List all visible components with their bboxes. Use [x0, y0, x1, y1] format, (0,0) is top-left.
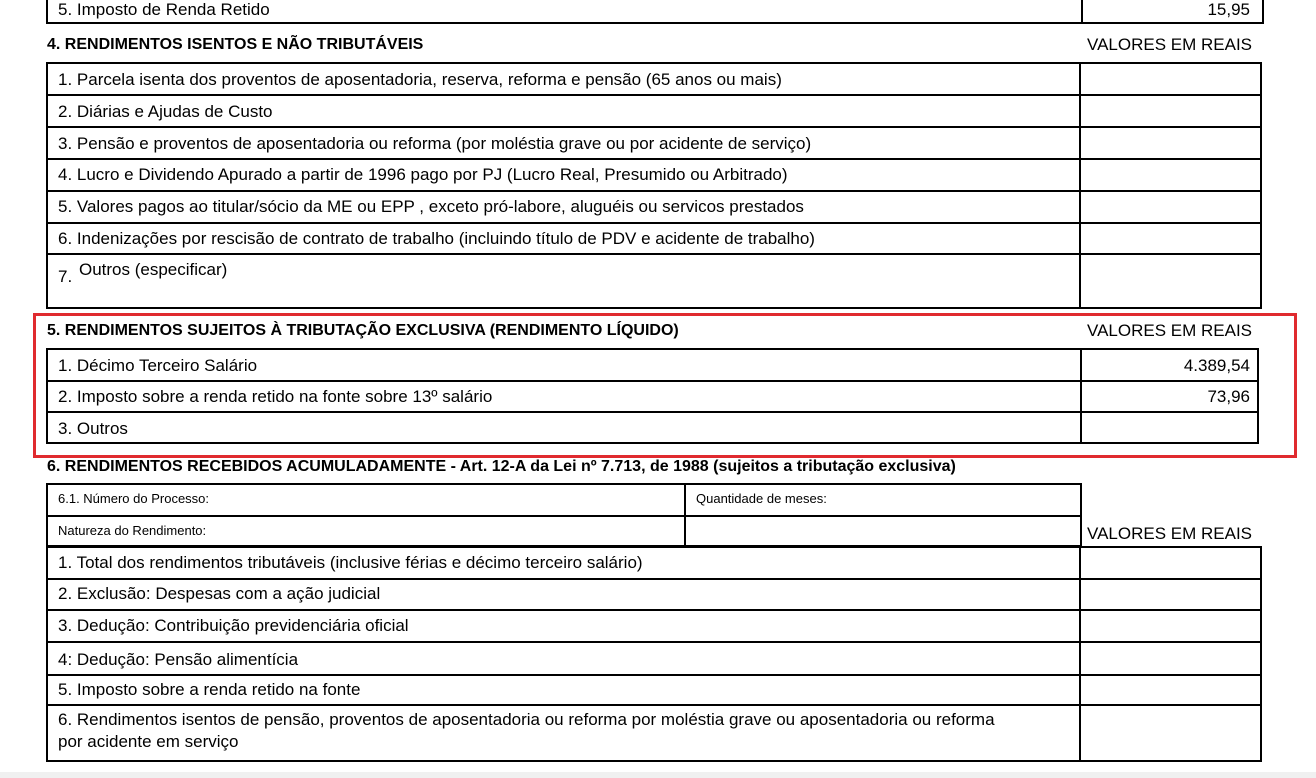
section6-process-row-divider [46, 515, 1082, 517]
section4-row-divider [46, 126, 1262, 128]
table-row-label: 3. Outros [58, 419, 128, 438]
table-row-label: 2. Diárias e Ajudas de Custo [58, 102, 273, 121]
section6-row-divider [46, 704, 1262, 706]
table-row-label: 3. Dedução: Contribuição previdenciária oficial [58, 616, 409, 635]
months-label: Quantidade de meses: [696, 491, 827, 506]
table-row-label: 4: Dedução: Pensão alimentícia [58, 650, 299, 669]
table-row-label: 5. Imposto sobre a renda retido na fonte [58, 680, 361, 699]
top-row-label: 5. Imposto de Renda Retido [58, 0, 270, 19]
section6-row-divider [46, 609, 1262, 611]
section4-values-header: VALORES EM REAIS [1087, 35, 1253, 54]
table-row-label: 6. Indenizações por rescisão de contrato de trabalho (incluindo título de PDV e acidente de trabalho) [58, 229, 815, 248]
section5-title: 5. RENDIMENTOS SUJEITOS À TRIBUTAÇÃO EXCLUSIVA (RENDIMENTO LÍQUIDO) [47, 322, 679, 339]
section5-values-header: VALORES EM REAIS [1087, 321, 1253, 340]
section6-row-divider [46, 674, 1262, 676]
section4-row-divider [46, 158, 1262, 160]
top-row-value: 15,95 [1207, 0, 1250, 19]
table-row-label: 2. Exclusão: Despesas com a ação judicial [58, 584, 381, 603]
table-row-label: 1. Décimo Terceiro Salário [58, 356, 258, 375]
section4-row-divider [46, 190, 1262, 192]
section4-column-divider [1079, 62, 1081, 309]
page-bottom-shade [0, 772, 1316, 778]
section4-row-divider [46, 222, 1262, 224]
table-row-label: 5. Valores pagos ao titular/sócio da ME ou EPP , exceto pró-labore, aluguéis ou servicos prestados [58, 197, 804, 216]
section4-title: 4. RENDIMENTOS ISENTOS E NÃO TRIBUTÁVEIS [47, 36, 424, 53]
table-row-label: 1. Parcela isenta dos proventos de aposentadoria, reserva, reforma e pensão (65 anos ou mais) [58, 70, 782, 89]
section4-row-divider [46, 253, 1262, 255]
top-row-divider [1081, 0, 1083, 24]
table-row-number: 7. [58, 267, 73, 286]
section6-title: 6. RENDIMENTOS RECEBIDOS ACUMULADAMENTE - Art. 12-A da Lei nº 7.713, de 1988 (sujeitos a tributação exclusiva) [47, 458, 956, 475]
section6-row-divider [46, 578, 1262, 580]
section5-column-divider [1080, 348, 1082, 444]
table-row-label-line1: 6. Rendimentos isentos de pensão, proventos de aposentadoria ou reforma por moléstia grave ou aposentadoria ou reforma [58, 710, 995, 729]
table-row-label: 2. Imposto sobre a renda retido na fonte sobre 13º salário [58, 387, 493, 406]
section6-row-divider [46, 641, 1262, 643]
table-row-label: 4. Lucro e Dividendo Apurado a partir de 1996 pago por PJ (Lucro Real, Presumido ou Arbitrado) [58, 165, 788, 184]
table-row-label: 3. Pensão e proventos de aposentadoria ou reforma (por moléstia grave ou por acidente de serviço) [58, 134, 812, 153]
section4-row-divider [46, 94, 1262, 96]
process-number-label: 6.1. Número do Processo: [58, 491, 210, 506]
table-row-label: 1. Total dos rendimentos tributáveis (inclusive férias e décimo terceiro salário) [58, 553, 643, 572]
section5-row-divider [46, 411, 1259, 413]
table-row-value: 4.389,54 [1183, 356, 1250, 375]
nature-label: Natureza do Rendimento: [58, 523, 207, 538]
table-row-label: Outros (especificar) [79, 260, 228, 279]
section6-values-header: VALORES EM REAIS [1087, 524, 1253, 543]
table-row-label-line2: por acidente em serviço [58, 732, 239, 751]
section5-row-divider [46, 380, 1259, 382]
table-row-value: 73,96 [1207, 387, 1250, 406]
